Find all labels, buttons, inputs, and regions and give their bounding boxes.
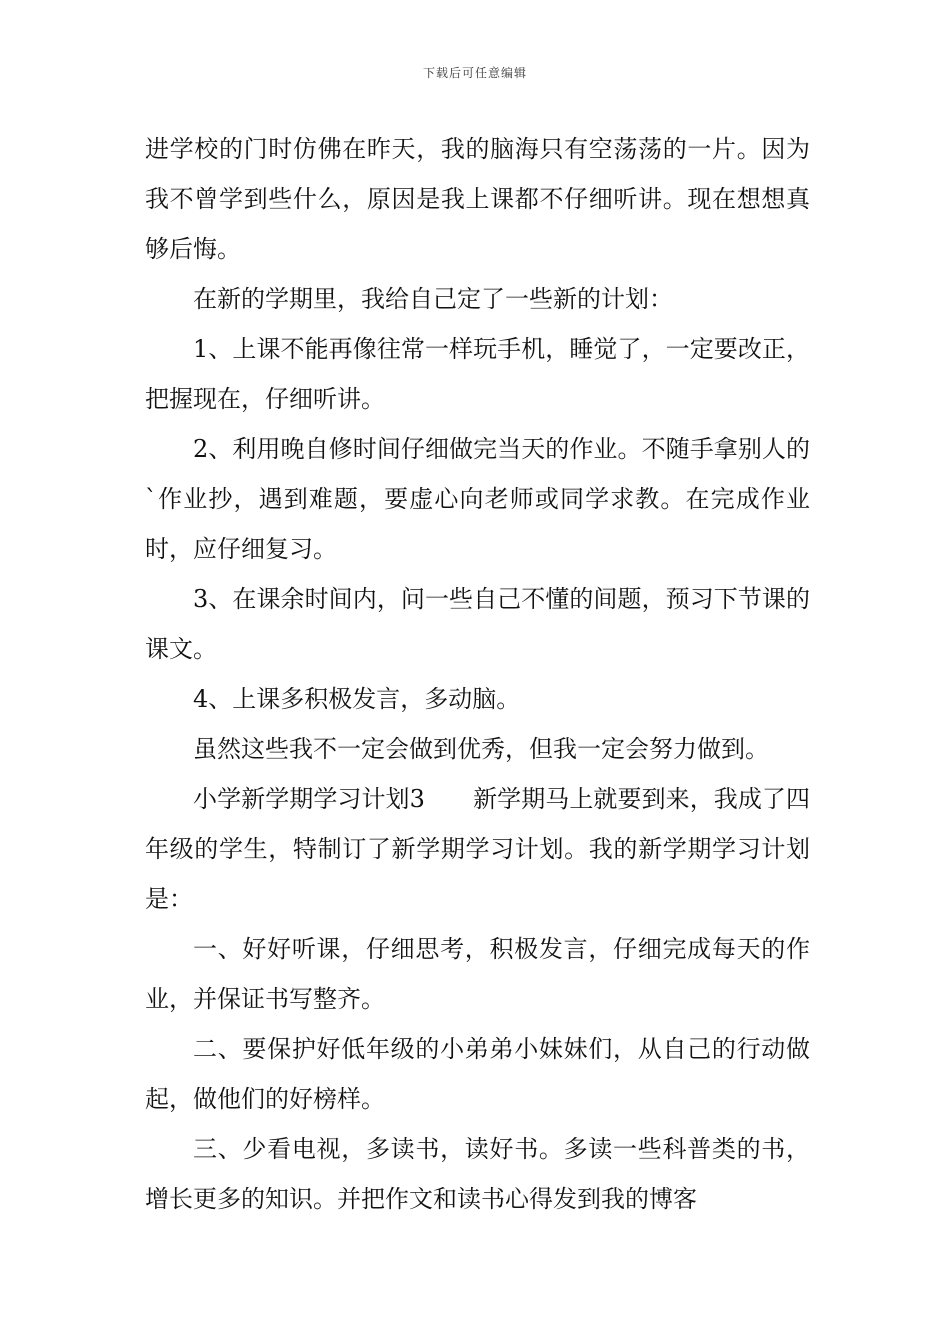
page-header: 下载后可任意编辑 [422, 66, 527, 80]
paragraph-5: 3、在课余时间内，问一些自己不懂的间题，预习下节课的课文。 [145, 585, 810, 663]
paragraph-7: 虽然这些我不一定会做到优秀，但我一定会努力做到。 [193, 735, 769, 763]
paragraph-10: 二、要保护好低年级的小弟弟小妹妹们，从自己的行动做起，做他们的好榜样。 [145, 1035, 810, 1113]
paragraph-2: 在新的学期里，我给自己定了一些新的计划： [193, 285, 673, 313]
paragraph-6: 4、上课多积极发言，多动脑。 [193, 685, 521, 713]
paragraph-3: 1、上课不能再像往常一样玩手机，睡觉了，一定要改正，把握现在，仔细听讲。 [145, 335, 810, 413]
paragraph-4: 2、利用晚自修时间仔细做完当天的作业。不随手拿别人的`作业抄，遇到难题，要虚心向老师或同学求教。在完成作业时，应仔细复习。 [145, 435, 810, 563]
document-body [145, 124, 810, 1224]
paragraph-9: 一、好好听课，仔细思考，积极发言，仔细完成每天的作业，并保证书写整齐。 [145, 935, 810, 1013]
paragraph-11: 三、少看电视，多读书，读好书。多读一些科普类的书，增长更多的知识。并把作文和读书心得发到我的博客 [145, 1135, 810, 1213]
paragraph-1: 进学校的门时仿佛在昨天，我的脑海只有空荡荡的一片。因为我不曾学到些什么，原因是我上课都不仔细听讲。现在想想真够后悔。 [145, 135, 810, 263]
paragraph-8: 小学新学期学习计划3 新学期马上就要到来，我成了四年级的学生，特制订了新学期学习计划。我的新学期学习计划是： [145, 785, 810, 913]
